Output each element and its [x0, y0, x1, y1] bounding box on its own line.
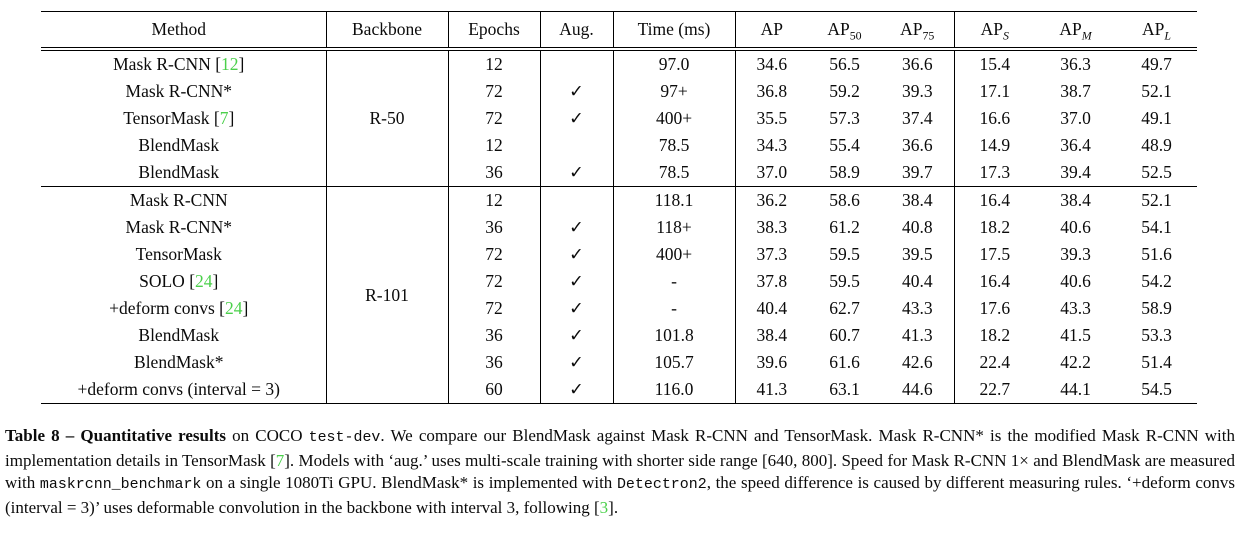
- epochs-cell: 72: [448, 241, 540, 268]
- apl-cell: 52.1: [1141, 81, 1172, 101]
- apm-cell: 39.3: [1060, 244, 1091, 264]
- table-row: [41, 105, 1197, 132]
- method-cell: BlendMask: [41, 132, 326, 159]
- citation-link[interactable]: 24: [224, 298, 243, 318]
- col-header-label: AP: [1059, 19, 1082, 39]
- method-cell: BlendMask: [41, 322, 326, 349]
- citation-link[interactable]: 12: [221, 54, 239, 74]
- aug-cell: [540, 187, 613, 215]
- method-cell: BlendMask: [41, 159, 326, 187]
- ap50-cell: 61.2: [829, 217, 860, 237]
- ap-cell: 35.5: [756, 108, 788, 128]
- time-cell: 118.1: [613, 187, 735, 215]
- aug-cell: [540, 49, 613, 78]
- col-header-ap50: [808, 12, 881, 50]
- apl-cell: 52.5: [1141, 162, 1172, 182]
- ap-cell: 34.3: [756, 135, 788, 155]
- epochs-cell: 36: [448, 214, 540, 241]
- col-header-subscript: L: [1164, 28, 1171, 43]
- epochs-cell: 36: [448, 349, 540, 376]
- table-caption: [5, 425, 1235, 519]
- time-cell: 97.0: [613, 49, 735, 78]
- method-cell: SOLO [24]: [41, 268, 326, 295]
- col-header-time: [613, 12, 735, 50]
- col-header-label: Time (ms): [637, 19, 711, 39]
- ap50-cell: 59.5: [829, 271, 860, 291]
- table-row: [41, 214, 1197, 241]
- apm-cell: 40.6: [1060, 271, 1091, 291]
- ap50-cell: 59.5: [829, 244, 860, 264]
- time-cell: 78.5: [613, 132, 735, 159]
- aug-checkmark: ✓: [540, 376, 613, 404]
- ap75-cell: 43.3: [881, 295, 954, 322]
- table-row: [41, 132, 1197, 159]
- aps-cell: 17.1: [979, 81, 1011, 101]
- table-body: [41, 49, 1197, 404]
- ap-cell: 38.3: [756, 217, 788, 237]
- table-row: [41, 349, 1197, 376]
- col-header-subscript: M: [1081, 28, 1092, 43]
- aps-cell: 22.7: [979, 379, 1011, 399]
- ap-cell: 39.6: [756, 352, 788, 372]
- results-table: [41, 11, 1197, 404]
- col-header-backbone: [326, 12, 448, 50]
- ap75-cell: 37.4: [881, 105, 954, 132]
- epochs-cell: 36: [448, 159, 540, 187]
- table-row: [41, 268, 1197, 295]
- ap-cell: 38.4: [756, 325, 788, 345]
- epochs-cell: 72: [448, 295, 540, 322]
- apm-cell: 43.3: [1060, 298, 1091, 318]
- epochs-cell: 12: [448, 187, 540, 215]
- caption-text: on a single 1080Ti GPU. BlendMask* is implemented with: [201, 473, 617, 493]
- backbone-cell: R-101: [326, 187, 448, 404]
- ap-cell: 37.3: [756, 244, 788, 264]
- epochs-cell: 36: [448, 322, 540, 349]
- table-container: [41, 11, 1199, 404]
- citation-link[interactable]: 24: [195, 271, 213, 291]
- table-row: [41, 295, 1197, 322]
- ap-cell: 34.6: [756, 54, 788, 74]
- table-row: [41, 187, 1197, 215]
- method-cell: BlendMask*: [41, 349, 326, 376]
- ap-cell: 36.2: [735, 187, 808, 215]
- aps-cell: 16.6: [979, 108, 1011, 128]
- caption-text: test-dev: [308, 430, 381, 446]
- col-header-label: Aug.: [559, 19, 594, 39]
- ap75-cell: 41.3: [881, 322, 954, 349]
- aug-checkmark: ✓: [540, 322, 613, 349]
- col-header-ap75: [881, 12, 954, 50]
- aps-cell: 16.4: [979, 271, 1011, 291]
- time-cell: 118+: [613, 214, 735, 241]
- ap-cell: 36.8: [756, 81, 788, 101]
- method-cell: TensorMask [7]: [41, 105, 326, 132]
- aug-checkmark: ✓: [540, 295, 613, 322]
- apm-cell: 39.4: [1060, 162, 1091, 182]
- aug-cell: [540, 132, 613, 159]
- apm-cell: 37.0: [1060, 108, 1091, 128]
- col-header-label: AP: [827, 19, 850, 39]
- aug-checkmark: ✓: [540, 105, 613, 132]
- table-row: [41, 49, 1197, 78]
- ap75-cell: 36.6: [881, 49, 954, 78]
- table-row: [41, 78, 1197, 105]
- aps-cell: 22.4: [979, 352, 1011, 372]
- col-header-epochs: [448, 12, 540, 50]
- aug-checkmark: ✓: [540, 241, 613, 268]
- aug-checkmark: ✓: [540, 268, 613, 295]
- epochs-cell: 72: [448, 268, 540, 295]
- apm-cell: 36.3: [1060, 54, 1091, 74]
- col-header-subscript: 75: [922, 28, 935, 43]
- aps-cell: 18.2: [979, 325, 1011, 345]
- ap75-cell: 42.6: [881, 349, 954, 376]
- method-cell: TensorMask: [41, 241, 326, 268]
- apm-cell: 44.1: [1060, 379, 1091, 399]
- apl-cell: 54.2: [1141, 271, 1172, 291]
- aug-checkmark: ✓: [540, 78, 613, 105]
- ap50-cell: 58.9: [829, 162, 860, 182]
- apm-cell: 38.4: [1035, 187, 1116, 215]
- ap75-cell: 39.5: [881, 241, 954, 268]
- apl-cell: 54.5: [1141, 379, 1172, 399]
- col-header-apl: [1116, 12, 1197, 50]
- time-cell: 78.5: [613, 159, 735, 187]
- method-cell: Mask R-CNN*: [41, 214, 326, 241]
- epochs-cell: 12: [448, 49, 540, 78]
- ap50-cell: 55.4: [829, 135, 860, 155]
- aps-cell: 16.4: [954, 187, 1035, 215]
- ap50-cell: 62.7: [829, 298, 860, 318]
- col-header-label: AP: [900, 19, 923, 39]
- apl-cell: 49.1: [1141, 108, 1172, 128]
- caption-text: Table 8 – Quantitative results: [5, 426, 226, 445]
- method-cell: Mask R-CNN*: [41, 78, 326, 105]
- caption-text: ]. Models with ‘aug.’ uses multi-scale training with shorter side range [640, 800]. Speed for Mask R-CNN 1× and BlendMask are measured with: [5, 450, 1235, 493]
- aps-cell: 14.9: [979, 135, 1011, 155]
- ap-cell: 37.0: [756, 162, 788, 182]
- epochs-cell: 72: [448, 78, 540, 105]
- citation-link[interactable]: 7: [275, 450, 285, 470]
- ap50-cell: 56.5: [829, 54, 860, 74]
- epochs-cell: 60: [448, 376, 540, 404]
- caption-text: maskrcnn_benchmark: [39, 477, 202, 494]
- aps-cell: 15.4: [979, 54, 1011, 74]
- time-cell: 400+: [613, 241, 735, 268]
- ap75-cell: 40.4: [881, 268, 954, 295]
- time-cell: 101.8: [613, 322, 735, 349]
- aug-checkmark: ✓: [540, 159, 613, 187]
- time-cell: -: [613, 295, 735, 322]
- caption-text: on COCO: [225, 426, 309, 445]
- aps-cell: 17.6: [979, 298, 1011, 318]
- ap50-cell: 59.2: [829, 81, 860, 101]
- header-row: [41, 12, 1197, 50]
- ap50-cell: 60.7: [829, 325, 860, 345]
- method-cell: +deform convs (interval = 3): [41, 376, 326, 404]
- ap75-cell: 39.7: [881, 159, 954, 187]
- apl-cell: 51.4: [1141, 352, 1172, 372]
- aug-checkmark: ✓: [540, 214, 613, 241]
- col-header-aps: [954, 12, 1035, 50]
- citation-link[interactable]: 3: [599, 497, 609, 517]
- aps-cell: 18.2: [979, 217, 1011, 237]
- col-header-label: Method: [151, 19, 206, 39]
- time-cell: -: [613, 268, 735, 295]
- caption-text: . We compare our BlendMask against Mask R-CNN and TensorMask. Mask R-CNN* is the modified Mask R-CNN with implementation details in TensorMask [: [5, 426, 1235, 470]
- ap75-cell: 36.6: [881, 132, 954, 159]
- col-header-method: [41, 12, 326, 50]
- apm-cell: 38.7: [1060, 81, 1091, 101]
- apl-cell: 53.3: [1141, 325, 1172, 345]
- apm-cell: 36.4: [1060, 135, 1091, 155]
- ap75-cell: 39.3: [881, 78, 954, 105]
- ap50-cell: 63.1: [829, 379, 860, 399]
- table-row: [41, 322, 1197, 349]
- apm-cell: 41.5: [1060, 325, 1091, 345]
- col-header-label: AP: [1142, 19, 1165, 39]
- apm-cell: 40.6: [1060, 217, 1091, 237]
- apl-cell: 48.9: [1141, 135, 1172, 155]
- citation-link[interactable]: 7: [219, 108, 229, 128]
- ap-cell: 40.4: [756, 298, 788, 318]
- ap50-cell: 58.6: [808, 187, 881, 215]
- time-cell: 105.7: [613, 349, 735, 376]
- table-row: [41, 376, 1197, 404]
- col-header-label: AP: [760, 19, 783, 39]
- time-cell: 116.0: [613, 376, 735, 404]
- ap75-cell: 38.4: [881, 187, 954, 215]
- ap50-cell: 57.3: [829, 108, 860, 128]
- col-header-aug: [540, 12, 613, 50]
- aug-checkmark: ✓: [540, 349, 613, 376]
- method-cell: Mask R-CNN [12]: [41, 49, 326, 78]
- ap75-cell: 40.8: [881, 214, 954, 241]
- apl-cell: 58.9: [1141, 298, 1172, 318]
- col-header-label: Epochs: [468, 19, 520, 39]
- col-header-label: Backbone: [352, 19, 422, 39]
- apl-cell: 54.1: [1141, 217, 1172, 237]
- table-row: [41, 241, 1197, 268]
- table-row: [41, 159, 1197, 187]
- epochs-cell: 12: [448, 132, 540, 159]
- caption-text: ].: [608, 497, 619, 517]
- time-cell: 400+: [613, 105, 735, 132]
- table-header: [41, 12, 1197, 50]
- aps-cell: 17.5: [979, 244, 1011, 264]
- time-cell: 97+: [613, 78, 735, 105]
- apl-cell: 51.6: [1141, 244, 1172, 264]
- col-header-label: AP: [980, 19, 1003, 39]
- ap-cell: 37.8: [756, 271, 788, 291]
- caption-text: , the speed difference is caused by different measuring rules. ‘+deform convs (interval = 3)’ uses deformable convolution in the backbone with interval 3, following [: [5, 473, 1235, 517]
- method-cell: Mask R-CNN: [41, 187, 326, 215]
- caption-text: Detectron2: [616, 477, 707, 494]
- ap75-cell: 44.6: [881, 376, 954, 404]
- epochs-cell: 72: [448, 105, 540, 132]
- apm-cell: 42.2: [1060, 352, 1091, 372]
- apl-cell: 49.7: [1141, 54, 1172, 74]
- col-header-subscript: 50: [849, 28, 862, 43]
- ap-cell: 41.3: [756, 379, 788, 399]
- col-header-subscript: S: [1002, 28, 1009, 43]
- method-cell: +deform convs [24]: [41, 295, 326, 322]
- aps-cell: 17.3: [979, 162, 1011, 182]
- backbone-cell: R-50: [326, 49, 448, 187]
- col-header-apm: [1035, 12, 1116, 50]
- col-header-ap: [735, 12, 808, 50]
- apl-cell: 52.1: [1116, 187, 1197, 215]
- ap50-cell: 61.6: [829, 352, 860, 372]
